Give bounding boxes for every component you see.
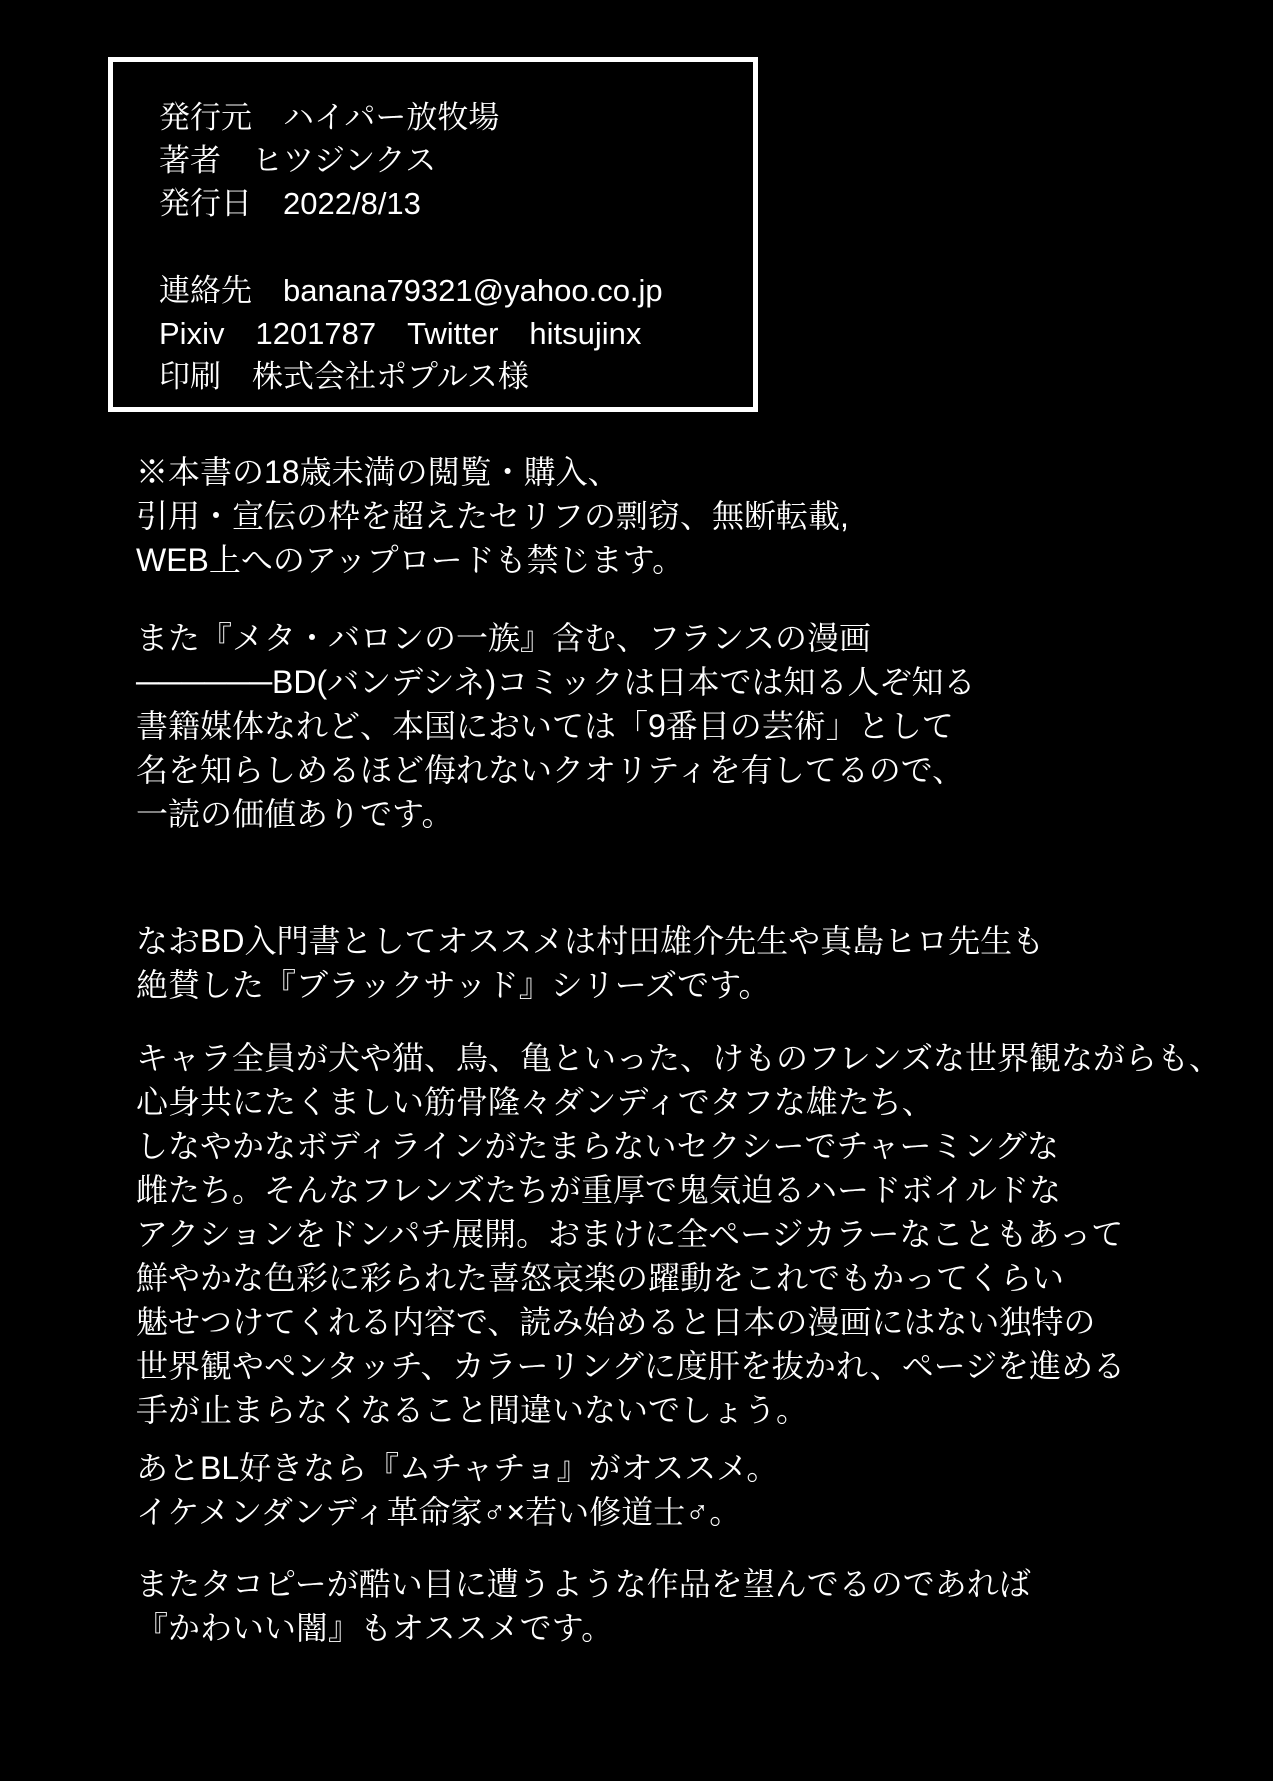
paragraph-blacksad-description	[136, 1036, 1221, 1432]
text-line: 手が止まらなくなること間違いないでしょう。	[136, 1392, 809, 1428]
publish-date-line: 発行日 2022/8/13	[159, 186, 421, 221]
text-line: 雌たち。そんなフレンズたちが重厚で鬼気迫るハードボイルドな	[136, 1172, 1061, 1208]
text-line: キャラ全員が犬や猫、鳥、亀といった、けものフレンズな世界観ながらも、	[136, 1040, 1221, 1076]
text-line: ※本書の18歳未満の閲覧・購入、	[136, 454, 620, 490]
publisher-line: 発行元 ハイパー放牧場	[159, 100, 500, 135]
text-line: またタコピーが酷い目に遭うような作品を望んでるのであれば	[136, 1566, 1031, 1602]
paragraph-muchacho-recommendation	[136, 1446, 778, 1534]
text-line: アクションをドンパチ展開。おまけに全ページカラーなこともあって	[136, 1216, 1124, 1252]
text-line: 『かわいい闇』もオススメです。	[136, 1610, 614, 1646]
text-line: 心身共にたくましい筋骨隆々ダンディでタフな雄たち、	[136, 1084, 934, 1120]
text-line: しなやかなボディラインがたまらないセクシーでチャーミングな	[136, 1128, 1059, 1164]
text-line: 鮮やかな色彩に彩られた喜怒哀楽の躍動をこれでもかってくらい	[136, 1260, 1065, 1296]
paragraph-kawaii-yami-recommendation	[136, 1562, 1031, 1650]
contact-email-line: 連絡先 banana79321@yahoo.co.jp	[159, 273, 663, 308]
text-line: 引用・宣伝の枠を超えたセリフの剽窃、無断転載,	[136, 498, 849, 534]
paragraph-bd-comics-note	[136, 616, 976, 836]
text-line: また『メタ・バロンの一族』含む、フランスの漫画	[136, 620, 872, 656]
text-line: 一読の価値ありです。	[136, 796, 454, 832]
text-line: WEB上へのアップロードも禁じます。	[136, 542, 685, 578]
text-line: 名を知らしめるほど侮れないクオリティを有してるので、	[136, 752, 965, 788]
text-line: あとBL好きなら『ムチャチョ』がオススメ。	[136, 1450, 779, 1486]
publication-info-box	[108, 57, 758, 412]
author-line: 著者 ヒツジンクス	[159, 143, 437, 178]
text-line: 書籍媒体なれど、本国においては「9番目の芸術」として	[136, 708, 954, 744]
text-line: イケメンダンディ革命家♂×若い修道士♂。	[136, 1494, 742, 1530]
blank-line	[159, 225, 745, 269]
text-line: 絶賛した『ブラックサッド』シリーズです。	[136, 967, 771, 1003]
printer-line: 印刷 株式会社ポプルス様	[159, 359, 529, 394]
text-line: なおBD入門書としてオススメは村田雄介先生や真島ヒロ先生も	[136, 923, 1045, 959]
pixiv-twitter-line: Pixiv 1201787 Twitter hitsujinx	[159, 316, 642, 351]
paragraph-blacksad-recommendation	[136, 919, 1044, 1007]
text-line: 世界観やペンタッチ、カラーリングに度肝を抜かれ、ページを進める	[136, 1348, 1126, 1384]
text-line: ──────BD(バンデシネ)コミックは日本では知る人ぞ知る	[136, 664, 976, 700]
text-line: 魅せつけてくれる内容で、読み始めると日本の漫画にはない独特の	[136, 1304, 1096, 1340]
paragraph-age-restriction-notice	[136, 450, 849, 582]
